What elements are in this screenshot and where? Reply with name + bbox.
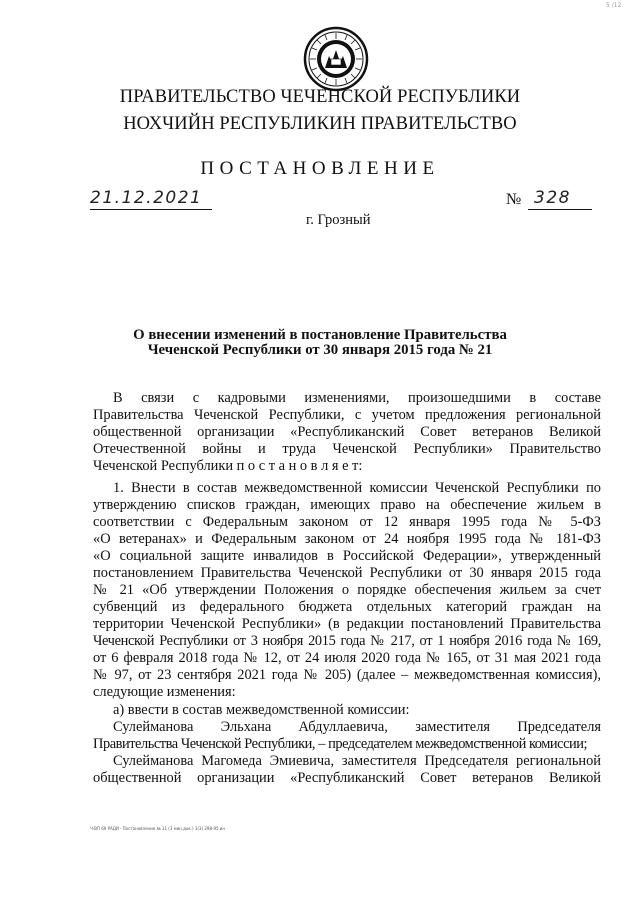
footer-code: Ч-ВП 69 РАДИ · Постановление № 11 (3 мин.док.) 1(3) 298-95 ин — [90, 826, 226, 831]
paragraph-member-2 — [93, 753, 601, 787]
coat-of-arms-icon — [303, 26, 369, 92]
document-type: ПОСТАНОВЛЕНИЕ — [200, 158, 440, 179]
text-line: а) ввести в состав межведомственной комиссии: — [113, 702, 410, 718]
text-line: «О ветеранах» и Федеральным законом от 24 ноября 1995 года № 181-ФЗ — [93, 531, 601, 547]
text-line: Чеченской Республики п о с т а н о в л я е т: — [93, 458, 363, 474]
corner-mark: 5 /12 — [606, 2, 622, 9]
text-line: Чеченской Республики от 3 ноября 2015 года № 217, от 1 ноября 2016 года № 169, — [93, 633, 601, 649]
text-line: Сулейманова Эльхана Абдуллаевича, заместителя Председателя — [113, 719, 601, 735]
text-line: 1. Внести в состав межведомственной комиссии Чеченской Республики по — [113, 480, 601, 496]
text-line: общественной организации «Республиканский Совет ветеранов Великой — [93, 424, 601, 440]
text-line: Отечественной войны и труда Чеченской Республики» Правительство — [93, 441, 601, 457]
text-line: Сулейманова Магомеда Эмиевича, заместителя Председателя региональной — [113, 753, 601, 769]
text-line: № 21 «Об утверждении Положения о порядке обеспечения жильем за счет — [93, 582, 601, 598]
paragraph-item-1 — [93, 480, 601, 701]
text-line: постановлением Правительства Чеченской Республики от 30 января 2015 года — [93, 565, 601, 581]
text-line: следующие изменения: — [93, 684, 236, 700]
paragraph-preamble — [93, 390, 601, 475]
city: г. Грозный — [306, 212, 371, 228]
text-line: утверждению списков граждан, имеющих право на обеспечение жильем в — [93, 497, 601, 513]
paragraph-subitem-a — [93, 702, 601, 719]
text-line: территории Чеченской Республики» (в редакции постановлений Правительства — [93, 616, 601, 632]
text-line: Правительства Чеченской Республики, с учетом предложения региональной — [93, 407, 601, 423]
text-line: В связи с кадровыми изменениями, произошедшими в составе — [113, 390, 601, 406]
text-line: № 97, от 23 сентября 2021 года № 205) (далее – межведомственная комиссия), — [93, 667, 601, 683]
date-value: 21.12.2021 — [90, 188, 203, 208]
text-line: от 6 февраля 2018 года № 12, от 24 июля 2020 года № 165, от 31 мая 2021 года — [93, 650, 601, 666]
organization-name-ce: НОХЧИЙН РЕСПУБЛИКИН ПРАВИТЕЛЬСТВО — [123, 114, 517, 134]
subject-line-2: Чеченской Республики от 30 января 2015 года № 21 — [147, 342, 493, 358]
number-field — [528, 188, 592, 210]
paragraph-member-1 — [93, 719, 601, 753]
number-value: 328 — [534, 188, 571, 208]
text-line: субвенций из федерального бюджета отдельных категорий граждан на — [93, 599, 601, 615]
date-field — [90, 188, 212, 210]
text-line: Правительства Чеченской Республики, – председателем межведомственной комиссии; — [93, 736, 588, 752]
organization-name-ru: ПРАВИТЕЛЬСТВО ЧЕЧЕНСКОЙ РЕСПУБЛИКИ — [119, 87, 521, 107]
number-label: № — [506, 191, 522, 208]
text-line: «О социальной защите инвалидов в Российской Федерации», утвержденный — [93, 548, 601, 564]
subject-line-1: О внесении изменений в постановление Правительства — [133, 327, 507, 343]
text-line: соответствии с Федеральным законом от 12 января 1995 года № 5-ФЗ — [93, 514, 601, 530]
text-line: общественной организации «Республиканский Совет ветеранов Великой — [93, 770, 601, 786]
